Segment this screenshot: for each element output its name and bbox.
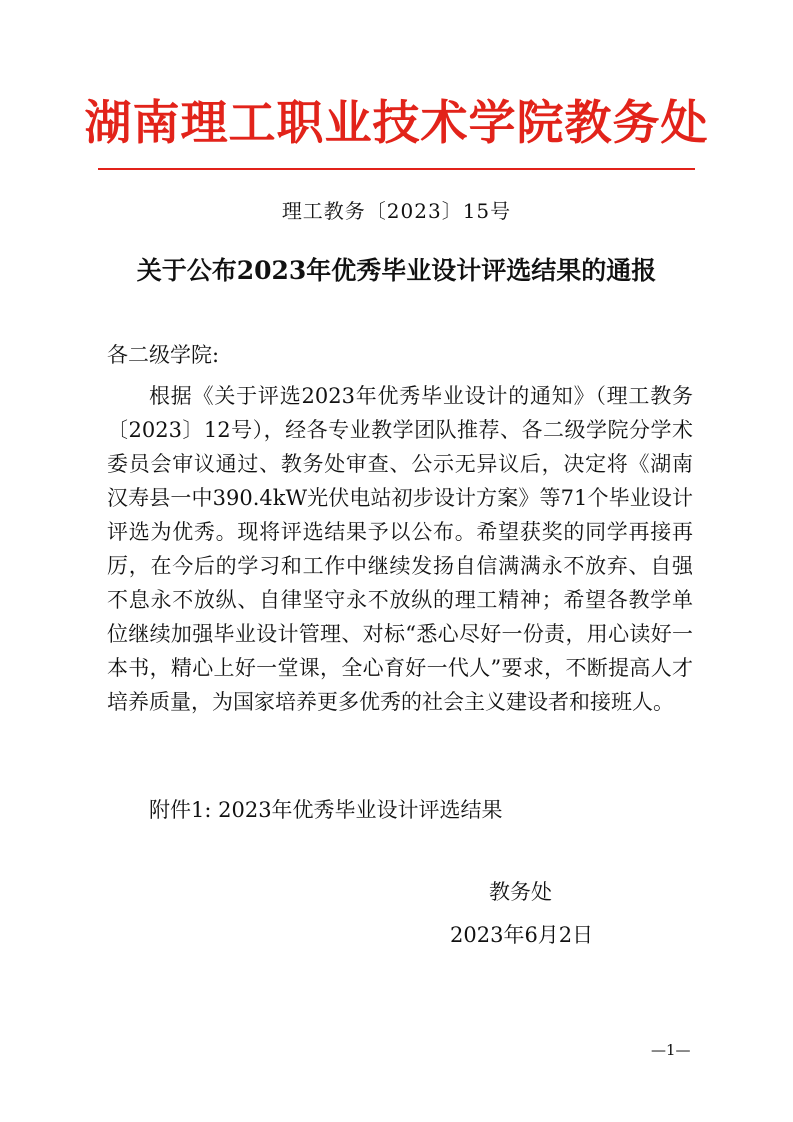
issuer-signature: 教务处 (489, 880, 552, 904)
greeting: 各二级学院: (107, 343, 220, 367)
header-red-rule (98, 168, 695, 170)
issue-date: 2023年6月2日 (450, 923, 594, 947)
document-number: 理工教务〔2023〕15号 (281, 199, 512, 223)
body-paragraph: 根据《关于评选2023年优秀毕业设计的通知》（理工教务〔2023〕12号），经各专业教学团队推荐、各二级学院分学术委员会审议通过、教务处审查、公示无异议后，决定将《湖南汉寿县一中390.4kW光伏电站初步设计方案》等71个毕业设计评选为优秀。现将评选结果予以公布。希望获奖的同学再接再厉，在今后的学习和工作中继续发扬自信满满永不放弃、自强不息永不放纵、自律坚守永不放纵的理工精神；希望各教学单位继续加强毕业设计管理、对标“悉心尽好一份责，用心读好一本书，精心上好一堂课，全心育好一代人”要求，不断提高人才培养质量，为国家培养更多优秀的社会主义建设者和接班人。 (107, 384, 693, 714)
notice-title: 关于公布2023年优秀毕业设计评选结果的通报 (136, 256, 657, 285)
attachment-note: 附件1: 2023年优秀毕业设计评选结果 (149, 798, 503, 822)
institution-header-title: 湖南理工职业技术学院教务处 (84, 96, 709, 151)
page-number: —1— (651, 1041, 691, 1059)
